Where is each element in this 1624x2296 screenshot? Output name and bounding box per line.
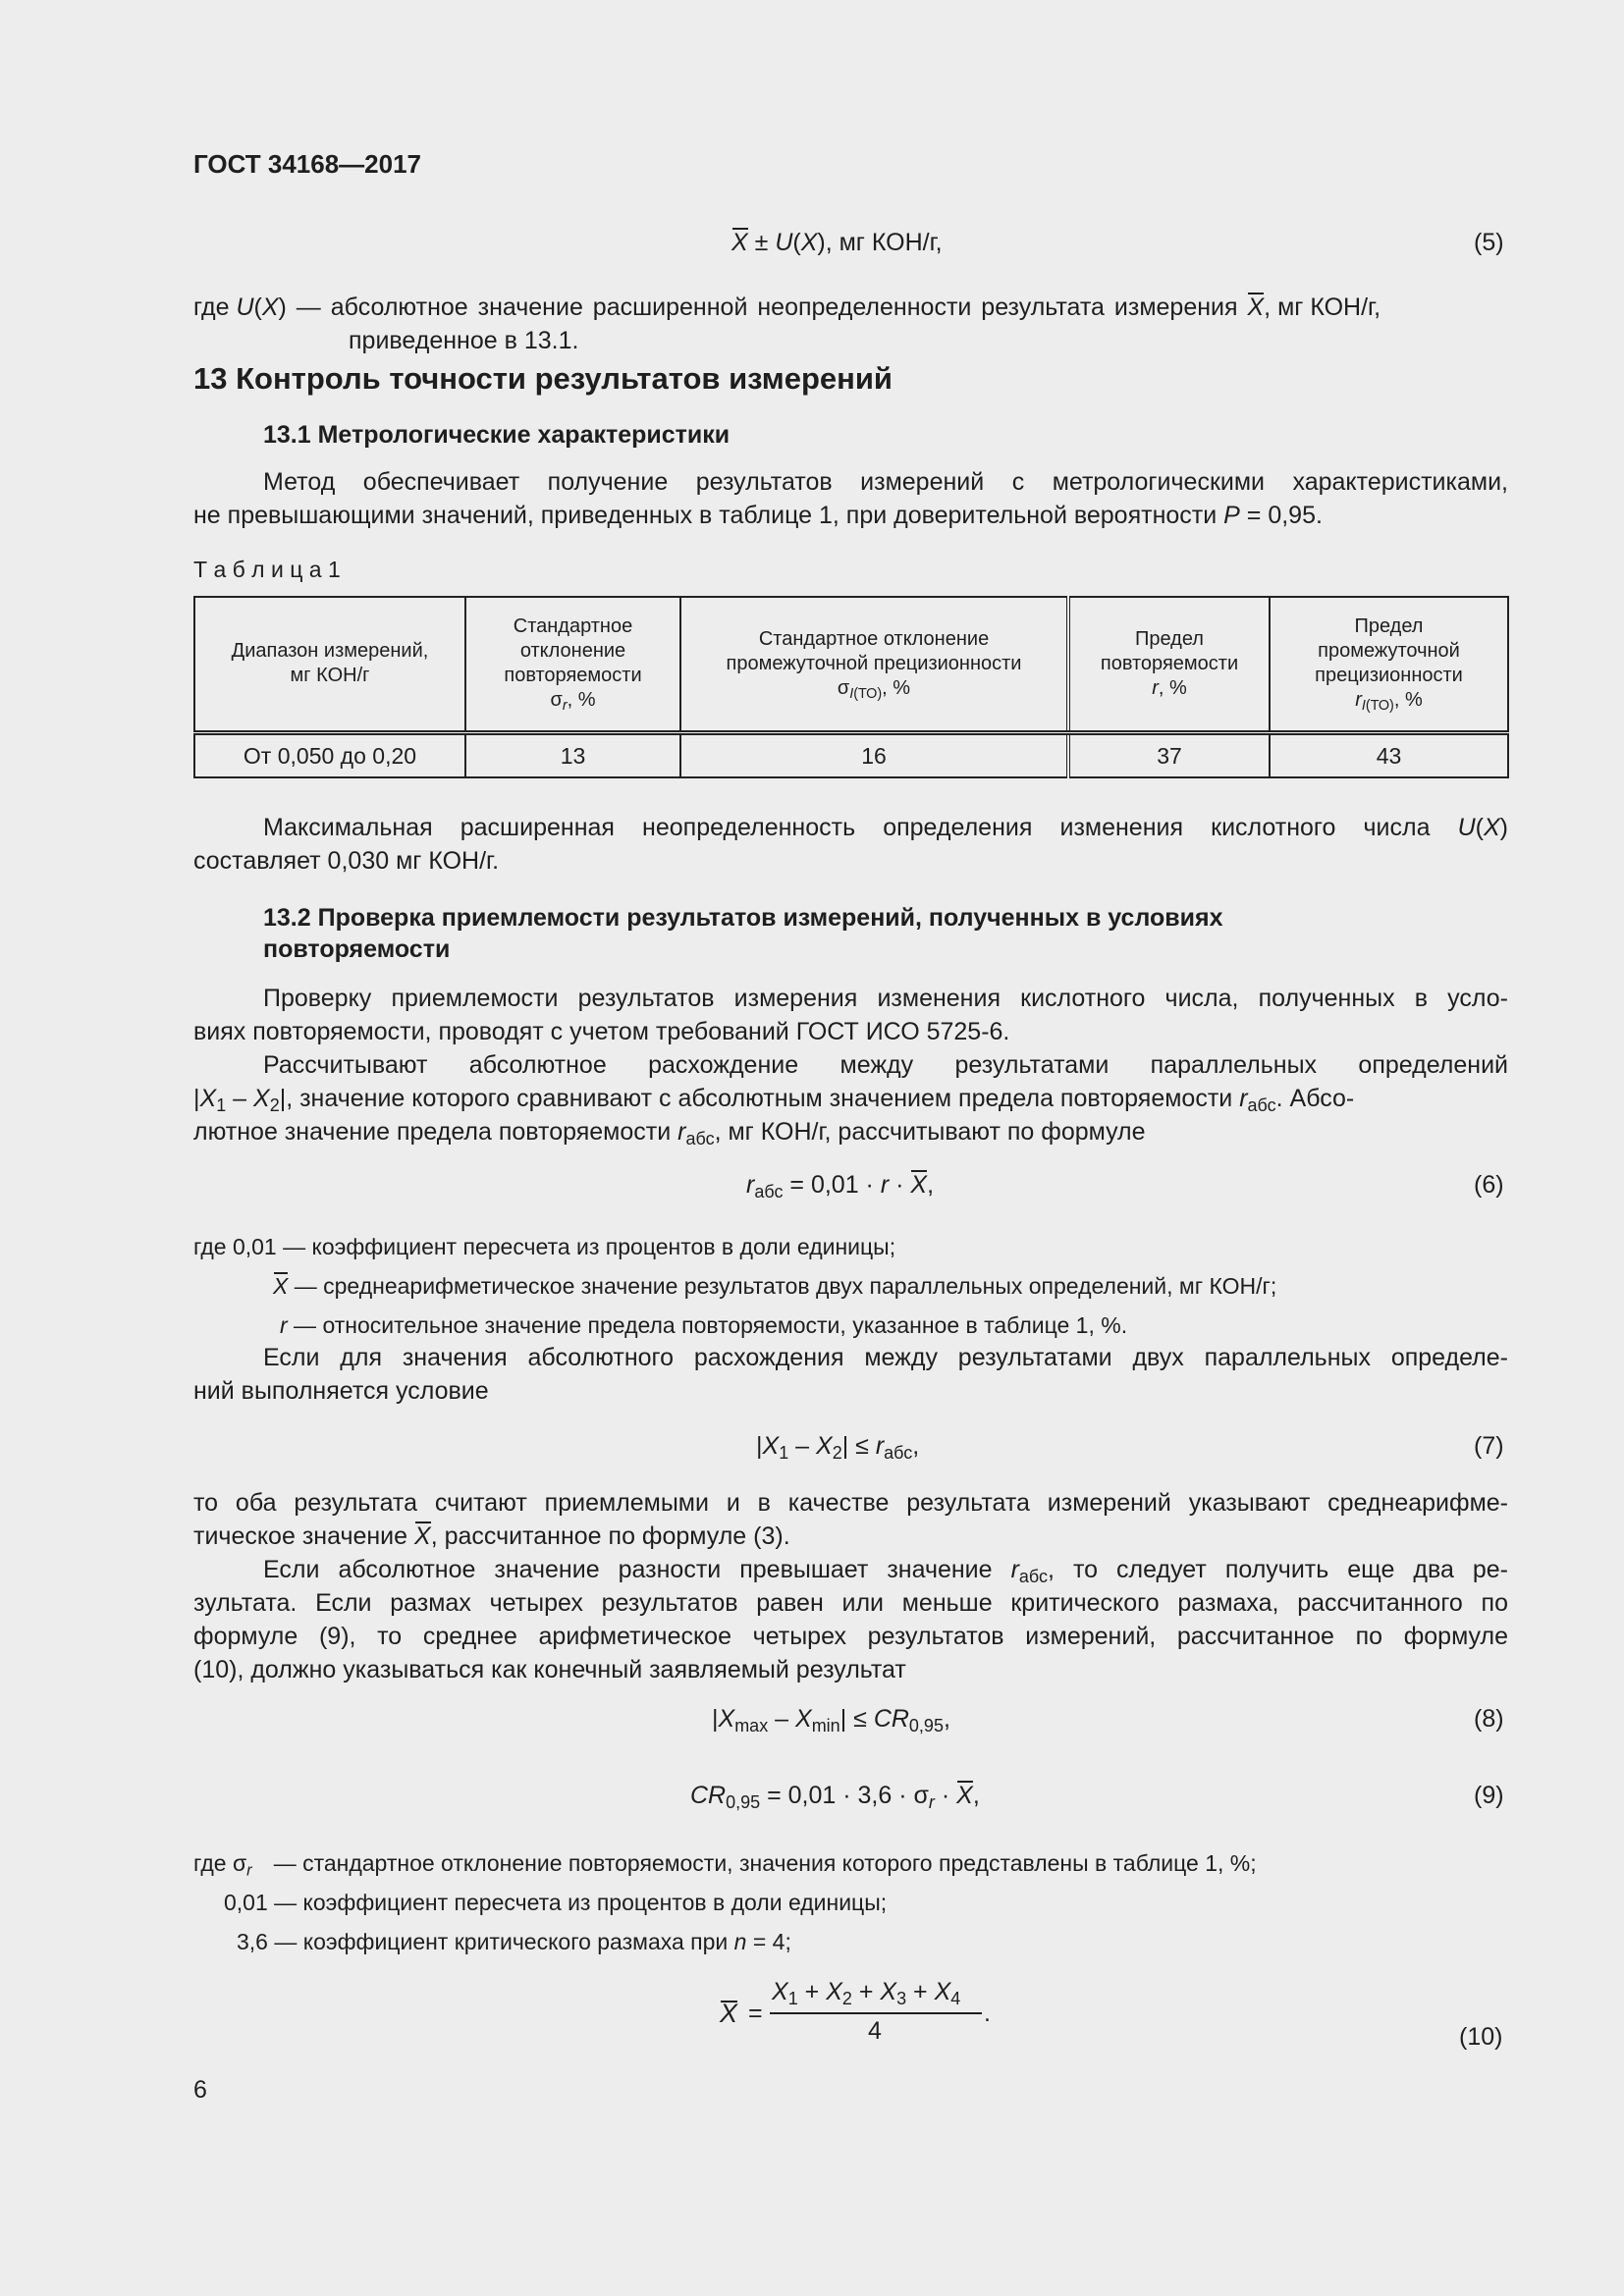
exceed-line2: зультата. Если размах четырех результатов равен или меньше критического размаха, рассчитанного по — [193, 1589, 1508, 1617]
paragraph-13-2-line2: виях повторяемости, проводят с учетом требований ГОСТ ИСО 5725-6. — [193, 1018, 1010, 1045]
table-cell-r: 37 — [1068, 732, 1270, 777]
formula-9: $CR_{0,95} = 0,01 \cdot 3,6 \cdot \sigma_r \cdot X$, — [690, 1779, 980, 1812]
table-header-range: Диапазон измерений, мг КОН/г — [194, 597, 465, 732]
table-header-repeatability-sd: Стандартное отклонение повторяемости $\sigma_r$, % — [465, 597, 680, 732]
paragraph-13-1-line2: не превышающими значений, приведенных в таблице 1, при доверительной вероятности P = 0,95. — [193, 502, 1323, 529]
paragraph-13-2b-line2: $|X_1 - X_2|$, значение которого сравнивают с абсолютным значением предела повторяемости $r_{абс}$. Абсо- — [193, 1085, 1355, 1116]
formula-6: $r_{абс} = 0,01 \cdot r \cdot X$, — [746, 1168, 934, 1201]
table-header-intermediate-sd: Стандартное отклонение промежуточной прецизионности $\sigma_{I(ТО)}$, % — [680, 597, 1068, 732]
acceptance-line2: тическое значение X, рассчитанное по формуле (3). — [193, 1520, 790, 1553]
table-cell-sigma-r: 13 — [465, 732, 680, 777]
table-cell-range: От 0,050 до 0,20 — [194, 732, 465, 777]
table-header-row — [194, 597, 1508, 732]
condition-line2: ний выполняется условие — [193, 1377, 489, 1405]
table-header-intermediate-limit: Предел промежуточной прецизионности $r_{I(ТО)}$, % — [1270, 597, 1508, 732]
metrology-table — [193, 596, 1509, 778]
exceed-line3: формуле (9), то среднее арифметическое четырех результатов измерений, рассчитанное по формуле — [193, 1623, 1508, 1650]
formula-10: X = $X_1 + X_2 + X_3 + X_4$ 4 . — [720, 1978, 991, 2045]
where-6-mean: X — среднеарифметическое значение результатов двух параллельных определений, мг КОН/г; — [273, 1270, 1276, 1302]
condition-line1: Если для значения абсолютного расхождения между результатами двух параллельных определе- — [263, 1344, 1508, 1371]
where-9-sigma: где $\sigma_r$ — стандартное отклонение повторяемости, значения которого представлены в таблице 1, %; — [193, 1850, 1257, 1880]
exceed-line1: Если абсолютное значение разности превышает значение $r_{абс}$, то следует получить еще два ре- — [263, 1556, 1508, 1587]
exceed-line4: (10), должно указываться как конечный заявляемый результат — [193, 1656, 906, 1683]
where-6-coefficient: где 0,01 — коэффициент пересчета из процентов в доли единицы; — [193, 1234, 896, 1259]
table-caption: Т а б л и ц а 1 — [193, 557, 341, 582]
subsection-13-2-title-line1: 13.2 Проверка приемлемости результатов измерений, полученных в условиях — [263, 904, 1223, 932]
formula-9-number: (9) — [1474, 1782, 1504, 1809]
acceptance-line1: то оба результата считают приемлемыми и в качестве результата измерений указывают среднеарифме- — [193, 1489, 1508, 1517]
formula-7-number: (7) — [1474, 1432, 1504, 1460]
formula-6-number: (6) — [1474, 1171, 1504, 1199]
formula-8: $|X_{max} - X_{min}| \le CR_{0,95}$, — [712, 1705, 950, 1736]
where-9-critical: 3,6 — коэффициент критического размаха при n = 4; — [237, 1929, 791, 1954]
formula-5: X ± U(X), мг КОН/г, — [731, 226, 943, 259]
uncertainty-line1: Максимальная расширенная неопределенность определения изменения кислотного числа U(X) — [263, 814, 1508, 841]
where-u-line1: где U(X) — абсолютное значение расширенной неопределенности результата измерения X, мг КОН/г, — [193, 291, 1380, 324]
where-u-line2: приведенное в 13.1. — [349, 327, 579, 354]
table-row — [194, 732, 1508, 777]
uncertainty-line2: составляет 0,030 мг КОН/г. — [193, 847, 500, 875]
document-header: ГОСТ 34168—2017 — [193, 149, 421, 179]
paragraph-13-2b-line1: Рассчитывают абсолютное расхождение между результатами параллельных определений — [263, 1051, 1508, 1079]
paragraph-13-2b-line3: лютное значение предела повторяемости $r_{абс}$, мг КОН/г, рассчитывают по формуле — [193, 1118, 1146, 1149]
paragraph-13-2-line1: Проверку приемлемости результатов измерения изменения кислотного числа, полученных в усло- — [263, 985, 1508, 1012]
formula-8-number: (8) — [1474, 1705, 1504, 1733]
formula-7: $|X_1 - X_2| \le r_{абс}$, — [756, 1432, 920, 1464]
where-9-coefficient: 0,01 — коэффициент пересчета из процентов в доли единицы; — [224, 1890, 888, 1915]
table-cell-sigma-i: 16 — [680, 732, 1068, 777]
formula-10-number: (10) — [1459, 2023, 1503, 2051]
where-6-r: r — относительное значение предела повторяемости, указанное в таблице 1, %. — [280, 1312, 1128, 1338]
table-header-repeatability-limit: Предел повторяемости r, % — [1068, 597, 1270, 732]
subsection-13-1-title: 13.1 Метрологические характеристики — [263, 421, 731, 449]
page-number: 6 — [193, 2076, 207, 2104]
section-13-title: 13 Контроль точности результатов измерений — [193, 361, 893, 396]
paragraph-13-1-line1: Метод обеспечивает получение результатов измерений с метрологическими характеристиками, — [263, 468, 1508, 496]
table-cell-r-i: 43 — [1270, 732, 1508, 777]
formula-5-number: (5) — [1474, 229, 1504, 256]
subsection-13-2-title-line2: повторяемости — [263, 935, 451, 963]
